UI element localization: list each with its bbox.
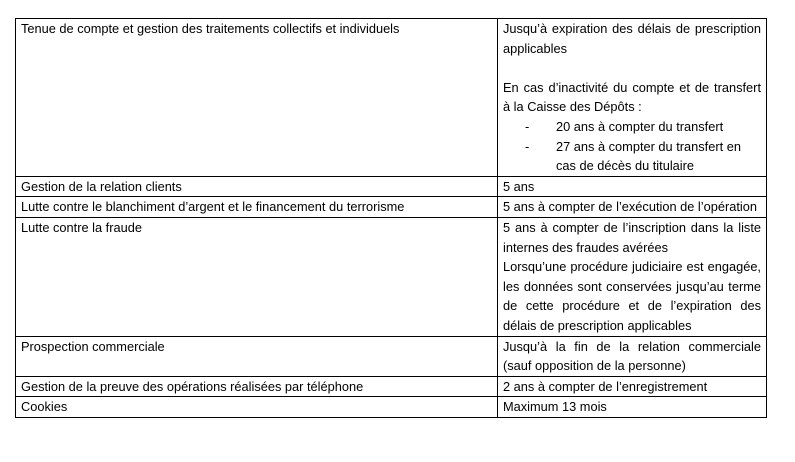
retention-text: 5 ans à compter de l’inscription dans la liste internes des fraudes avérées xyxy=(503,219,761,255)
bullet-marker: - xyxy=(525,118,530,134)
retention-cell xyxy=(498,336,767,376)
retention-cell xyxy=(498,397,767,418)
retention-cell xyxy=(498,176,767,197)
retention-text: Jusqu’à la fin de la relation commerciale (sauf opposition de la personne) xyxy=(503,338,761,374)
retention-text: Lorsqu’une procédure judiciaire est engagée, les données sont conservées jusqu’au terme de cette procédure et de l’expiration des délais de prescription applicables xyxy=(503,259,761,333)
table-row xyxy=(16,217,767,336)
retention-cell xyxy=(498,376,767,397)
purpose-text: Cookies xyxy=(21,399,68,415)
purpose-cell xyxy=(16,376,498,397)
retention-table xyxy=(15,18,767,418)
bullet-text: 20 ans à compter du transfert xyxy=(556,118,724,134)
purpose-cell xyxy=(16,197,498,218)
purpose-text: Lutte contre le blanchiment d’argent et le financement du terrorisme xyxy=(21,199,405,215)
retention-cell xyxy=(498,217,767,336)
list-item xyxy=(503,137,761,176)
purpose-cell xyxy=(16,19,498,177)
purpose-text: Lutte contre la fraude xyxy=(21,219,142,235)
bullet-text: 27 ans à compter du transfert en cas de décès du titulaire xyxy=(556,138,741,174)
retention-text: Jusqu’à expiration des délais de prescription applicables xyxy=(503,21,761,56)
retention-cell xyxy=(498,197,767,218)
retention-text: 5 ans à compter de l’exécution de l’opération xyxy=(503,199,757,215)
retention-text: En cas d’inactivité du compte et de transfert à la Caisse des Dépôts : xyxy=(503,79,761,115)
purpose-text: Tenue de compte et gestion des traitements collectifs et individuels xyxy=(21,21,400,36)
purpose-text: Gestion de la relation clients xyxy=(21,178,182,194)
table-row xyxy=(16,397,767,418)
purpose-cell xyxy=(16,397,498,418)
purpose-cell xyxy=(16,176,498,197)
retention-cell xyxy=(498,19,767,177)
retention-bullet-list xyxy=(503,117,761,176)
retention-text: 2 ans à compter de l’enregistrement xyxy=(503,378,708,394)
purpose-cell xyxy=(16,217,498,336)
table-row xyxy=(16,197,767,218)
list-item xyxy=(503,117,761,137)
table-row xyxy=(16,19,767,177)
retention-text: Maximum 13 mois xyxy=(503,399,607,415)
purpose-cell xyxy=(16,336,498,376)
table-row xyxy=(16,376,767,397)
table-row xyxy=(16,336,767,376)
purpose-text: Gestion de la preuve des opérations réalisées par téléphone xyxy=(21,378,364,394)
bullet-marker: - xyxy=(525,138,530,154)
purpose-text: Prospection commerciale xyxy=(21,338,165,354)
retention-text: 5 ans xyxy=(503,178,535,194)
table-row xyxy=(16,176,767,197)
